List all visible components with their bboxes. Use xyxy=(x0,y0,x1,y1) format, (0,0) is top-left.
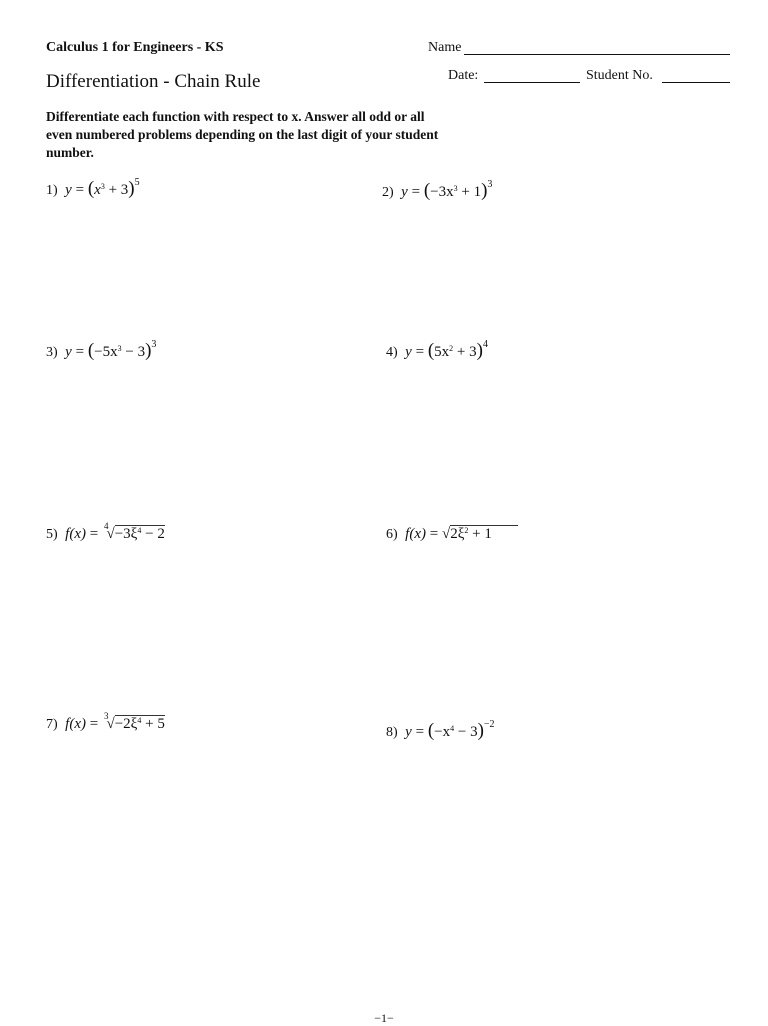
radical-sign-icon: √ xyxy=(106,716,115,732)
problem-number: 5) xyxy=(46,527,58,542)
radicand-power: 4 xyxy=(137,716,142,725)
open-paren: ( xyxy=(427,340,435,361)
problem-number: 4) xyxy=(386,345,398,360)
equation xyxy=(405,526,518,542)
base-power: 4 xyxy=(450,724,455,733)
problem-number: 3) xyxy=(46,345,58,360)
equation xyxy=(65,521,165,542)
lhs: f(x) xyxy=(65,716,86,732)
outer-power: 4 xyxy=(482,339,488,350)
equals: = xyxy=(75,182,85,198)
open-paren: ( xyxy=(87,178,95,199)
lhs: y xyxy=(405,344,412,360)
equation xyxy=(405,339,488,361)
base: 5x xyxy=(434,344,450,360)
student-number-field-line[interactable] xyxy=(662,82,730,83)
problem-8 xyxy=(386,720,495,742)
problem-number: 2) xyxy=(382,185,394,200)
problem-number: 1) xyxy=(46,183,58,198)
radicand-constant: + 1 xyxy=(468,526,492,542)
radical-sign-icon: √ xyxy=(106,526,115,542)
radicand-base: −3ξ xyxy=(114,526,138,542)
problem-2 xyxy=(382,180,492,202)
base-power: 3 xyxy=(100,182,105,191)
problem-number: 8) xyxy=(386,725,398,740)
constant-term: − 3 xyxy=(454,724,478,740)
lhs: y xyxy=(65,182,72,198)
problem-1 xyxy=(46,178,140,200)
close-paren: ) xyxy=(481,180,488,201)
radicand-power: 4 xyxy=(137,526,142,535)
course-title: Calculus 1 for Engineers - KS xyxy=(46,40,224,55)
base-power: 3 xyxy=(453,184,458,193)
root-index: 4 xyxy=(103,521,109,531)
outer-power: 5 xyxy=(134,177,140,188)
problem-5 xyxy=(46,521,165,543)
radicand xyxy=(115,525,165,542)
equals: = xyxy=(415,724,425,740)
equation xyxy=(401,179,493,201)
constant-term: − 3 xyxy=(121,344,146,360)
problem-3 xyxy=(46,340,156,362)
close-paren: ) xyxy=(476,340,483,361)
date-field-line[interactable] xyxy=(484,82,580,83)
constant-term: + 3 xyxy=(104,182,129,198)
open-paren: ( xyxy=(423,180,431,201)
base-power: 3 xyxy=(117,344,122,353)
base: −3x xyxy=(430,184,454,200)
radicand xyxy=(115,715,165,732)
lhs: f(x) xyxy=(405,526,426,542)
problem-number: 6) xyxy=(386,527,398,542)
radicand-constant: − 2 xyxy=(141,526,165,542)
close-paren: ) xyxy=(477,720,484,741)
close-paren: ) xyxy=(145,340,152,361)
equals: = xyxy=(89,716,99,732)
close-paren: ) xyxy=(128,178,135,199)
equals: = xyxy=(429,526,439,542)
name-label: Name xyxy=(428,40,462,55)
lhs: f(x) xyxy=(65,526,86,542)
lhs: y xyxy=(405,724,412,740)
radicand xyxy=(450,525,518,542)
radicand-constant: + 5 xyxy=(141,716,165,732)
constant-term: + 1 xyxy=(457,184,482,200)
open-paren: ( xyxy=(427,720,435,741)
outer-power: 3 xyxy=(151,339,157,350)
base: −x xyxy=(434,724,451,740)
equals: = xyxy=(75,344,85,360)
radical-sign-icon: √ xyxy=(441,526,451,542)
date-label: Date: xyxy=(448,68,479,83)
lhs: y xyxy=(65,344,72,360)
problem-4 xyxy=(386,340,488,362)
problem-7 xyxy=(46,711,165,733)
problem-number: 7) xyxy=(46,717,58,732)
equals: = xyxy=(89,526,99,542)
base: −5x xyxy=(94,344,118,360)
page-number: −1− xyxy=(374,1011,394,1025)
problem-6 xyxy=(386,526,518,543)
outer-power: 3 xyxy=(487,179,493,190)
base-power: 2 xyxy=(449,344,454,353)
equals: = xyxy=(411,184,421,200)
student-number-label: Student No. xyxy=(586,68,653,83)
worksheet-title: Differentiation - Chain Rule xyxy=(46,71,261,92)
constant-term: + 3 xyxy=(453,344,477,360)
radicand-power: 2 xyxy=(464,526,469,535)
name-field-line[interactable] xyxy=(464,54,730,55)
equation xyxy=(405,719,495,741)
outer-power: −2 xyxy=(483,719,495,730)
equation xyxy=(65,177,140,199)
equation xyxy=(65,711,165,732)
base: x xyxy=(94,182,101,198)
equation xyxy=(65,339,157,361)
root-index: 3 xyxy=(103,711,109,721)
open-paren: ( xyxy=(87,340,95,361)
radicand-base: 2ξ xyxy=(450,526,465,542)
lhs: y xyxy=(401,184,408,200)
radicand-base: −2ξ xyxy=(114,716,138,732)
instructions: Differentiate each function with respect to x. Answer all odd or all even numbered problems depending on the last digit of your student number. xyxy=(46,109,439,160)
equals: = xyxy=(415,344,425,360)
